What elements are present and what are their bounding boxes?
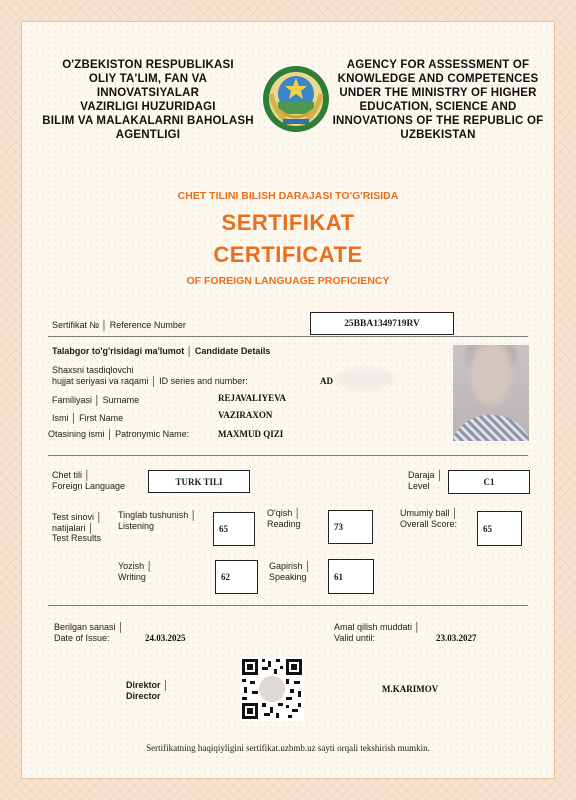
patronymic-label: Otasining ismi │ Patronymic Name: xyxy=(48,429,190,439)
language-value-box: TURK TILI xyxy=(148,470,250,493)
overall-score: 65 xyxy=(477,511,522,546)
valid-until-label-line: Amal qilish muddati │ xyxy=(334,622,421,632)
speaking-label-line: Speaking xyxy=(269,571,307,582)
writing-score: 62 xyxy=(215,560,258,594)
header-right-line: UNDER THE MINISTRY OF HIGHER xyxy=(339,87,537,99)
language-label xyxy=(52,470,125,491)
director-label-line: Direktor │ xyxy=(126,680,169,690)
reading-label-line: Reading xyxy=(267,518,301,529)
director-label xyxy=(126,680,169,702)
results-label xyxy=(52,512,102,544)
speaking-label-line: Gapirish │ xyxy=(269,561,311,571)
header-left-line: VAZIRLIGI HUZURIDAGI xyxy=(80,101,216,113)
header-right xyxy=(332,58,544,142)
level-label-line: Daraja │ xyxy=(408,470,443,480)
speaking-label xyxy=(269,561,311,582)
header-left-line: O'ZBEKISTON RESPUBLIKASI xyxy=(62,59,234,71)
divider xyxy=(48,336,528,337)
reading-label xyxy=(267,508,301,529)
id-label-line: Shaxsni tasdiqlovchi xyxy=(52,365,134,375)
title-uz: SERTIFIKAT xyxy=(221,210,355,235)
candidate-heading: Talabgor to'g'risidagi ma'lumot │ Candidate Details xyxy=(52,346,271,356)
valid-until-value: 23.03.2027 xyxy=(436,633,477,643)
reading-score: 73 xyxy=(328,510,373,544)
overall-label-line: Umumiy ball │ xyxy=(400,508,458,518)
overall-label xyxy=(400,508,458,529)
candidate-photo xyxy=(453,345,529,441)
issue-date-label-line: Date of Issue: xyxy=(54,632,110,643)
state-emblem-icon xyxy=(261,64,331,134)
header-right-line: INNOVATIONS OF THE REPUBLIC OF xyxy=(332,115,544,127)
title-en: CERTIFICATE xyxy=(213,242,363,267)
header-right-line: KNOWLEDGE AND COMPETENCES xyxy=(337,73,539,85)
valid-until-label-line: Valid until: xyxy=(334,632,375,643)
results-label-line: Test sinovi │ xyxy=(52,512,103,522)
director-name: M.KARIMOV xyxy=(382,684,439,694)
results-label-line: Test Results xyxy=(52,533,102,543)
header-right-line: EDUCATION, SCIENCE AND xyxy=(359,101,517,113)
writing-label xyxy=(118,561,152,582)
level-label xyxy=(408,470,443,491)
subtitle-uz: CHET TILINI BILISH DARAJASI TO'G'RISIDA xyxy=(177,190,399,202)
results-label-line: natijalari │ xyxy=(52,522,94,533)
reference-label: Sertifikat № │ Reference Number xyxy=(52,320,186,330)
language-label-line: Chet tili │ xyxy=(52,470,91,480)
header-left-line: BILIM VA MALAKALARNI BAHOLASH xyxy=(42,115,254,127)
divider xyxy=(48,455,528,456)
id-label xyxy=(52,365,248,386)
language-label-line: Foreign Language xyxy=(52,480,126,491)
header-left-line: AGENTLIGI xyxy=(115,129,181,141)
header-right-line: AGENCY FOR ASSESSMENT OF xyxy=(346,59,530,71)
reference-number-box: 25BBA1349719RV xyxy=(310,312,454,335)
writing-label-line: Writing xyxy=(118,571,146,582)
reading-label-line: O'qish │ xyxy=(267,508,301,518)
subtitle-en: OF FOREIGN LANGUAGE PROFICIENCY xyxy=(186,275,390,287)
issue-date-label-line: Berilgan sanasi │ xyxy=(54,622,124,632)
first-name-label: Ismi │ First Name xyxy=(52,413,124,423)
director-label-line: Director xyxy=(126,691,161,701)
issue-date-value: 24.03.2025 xyxy=(145,633,186,643)
first-name-value: VAZIRAXON xyxy=(218,410,273,420)
writing-label-line: Yozish │ xyxy=(118,561,153,571)
level-label-line: Level xyxy=(408,480,430,491)
issue-date-label xyxy=(54,622,124,643)
listening-label-line: Listening xyxy=(118,520,155,531)
id-value: AD xyxy=(320,376,333,386)
level-value-box: C1 xyxy=(448,470,530,494)
footer-note: Sertifikatning haqiqiyligini sertifikat.uzbmb.uz sayti orqali tekshirish mumkin. xyxy=(146,743,430,753)
speaking-score: 61 xyxy=(328,559,374,594)
surname-label: Familiyasi │ Surname xyxy=(52,395,140,405)
surname-value: REJAVALIYEVA xyxy=(218,393,287,403)
patronymic-value: MAXMUD QIZI xyxy=(218,429,284,439)
overall-label-line: Overall Score: xyxy=(400,518,458,529)
id-number-redacted xyxy=(335,368,395,390)
valid-until-label xyxy=(334,622,420,643)
listening-label xyxy=(118,510,196,531)
qr-code-icon xyxy=(240,657,304,721)
header-left-line: OLIY TA'LIM, FAN VA INNOVATSIYALAR xyxy=(88,73,208,99)
listening-score: 65 xyxy=(213,512,255,546)
listening-label-line: Tinglab tushunish │ xyxy=(118,510,197,520)
id-label-line: hujjat seriyasi va raqami │ ID series and number: xyxy=(52,375,248,386)
header-right-line: UZBEKISTAN xyxy=(400,129,476,141)
divider xyxy=(48,605,528,606)
header-left xyxy=(38,58,258,142)
